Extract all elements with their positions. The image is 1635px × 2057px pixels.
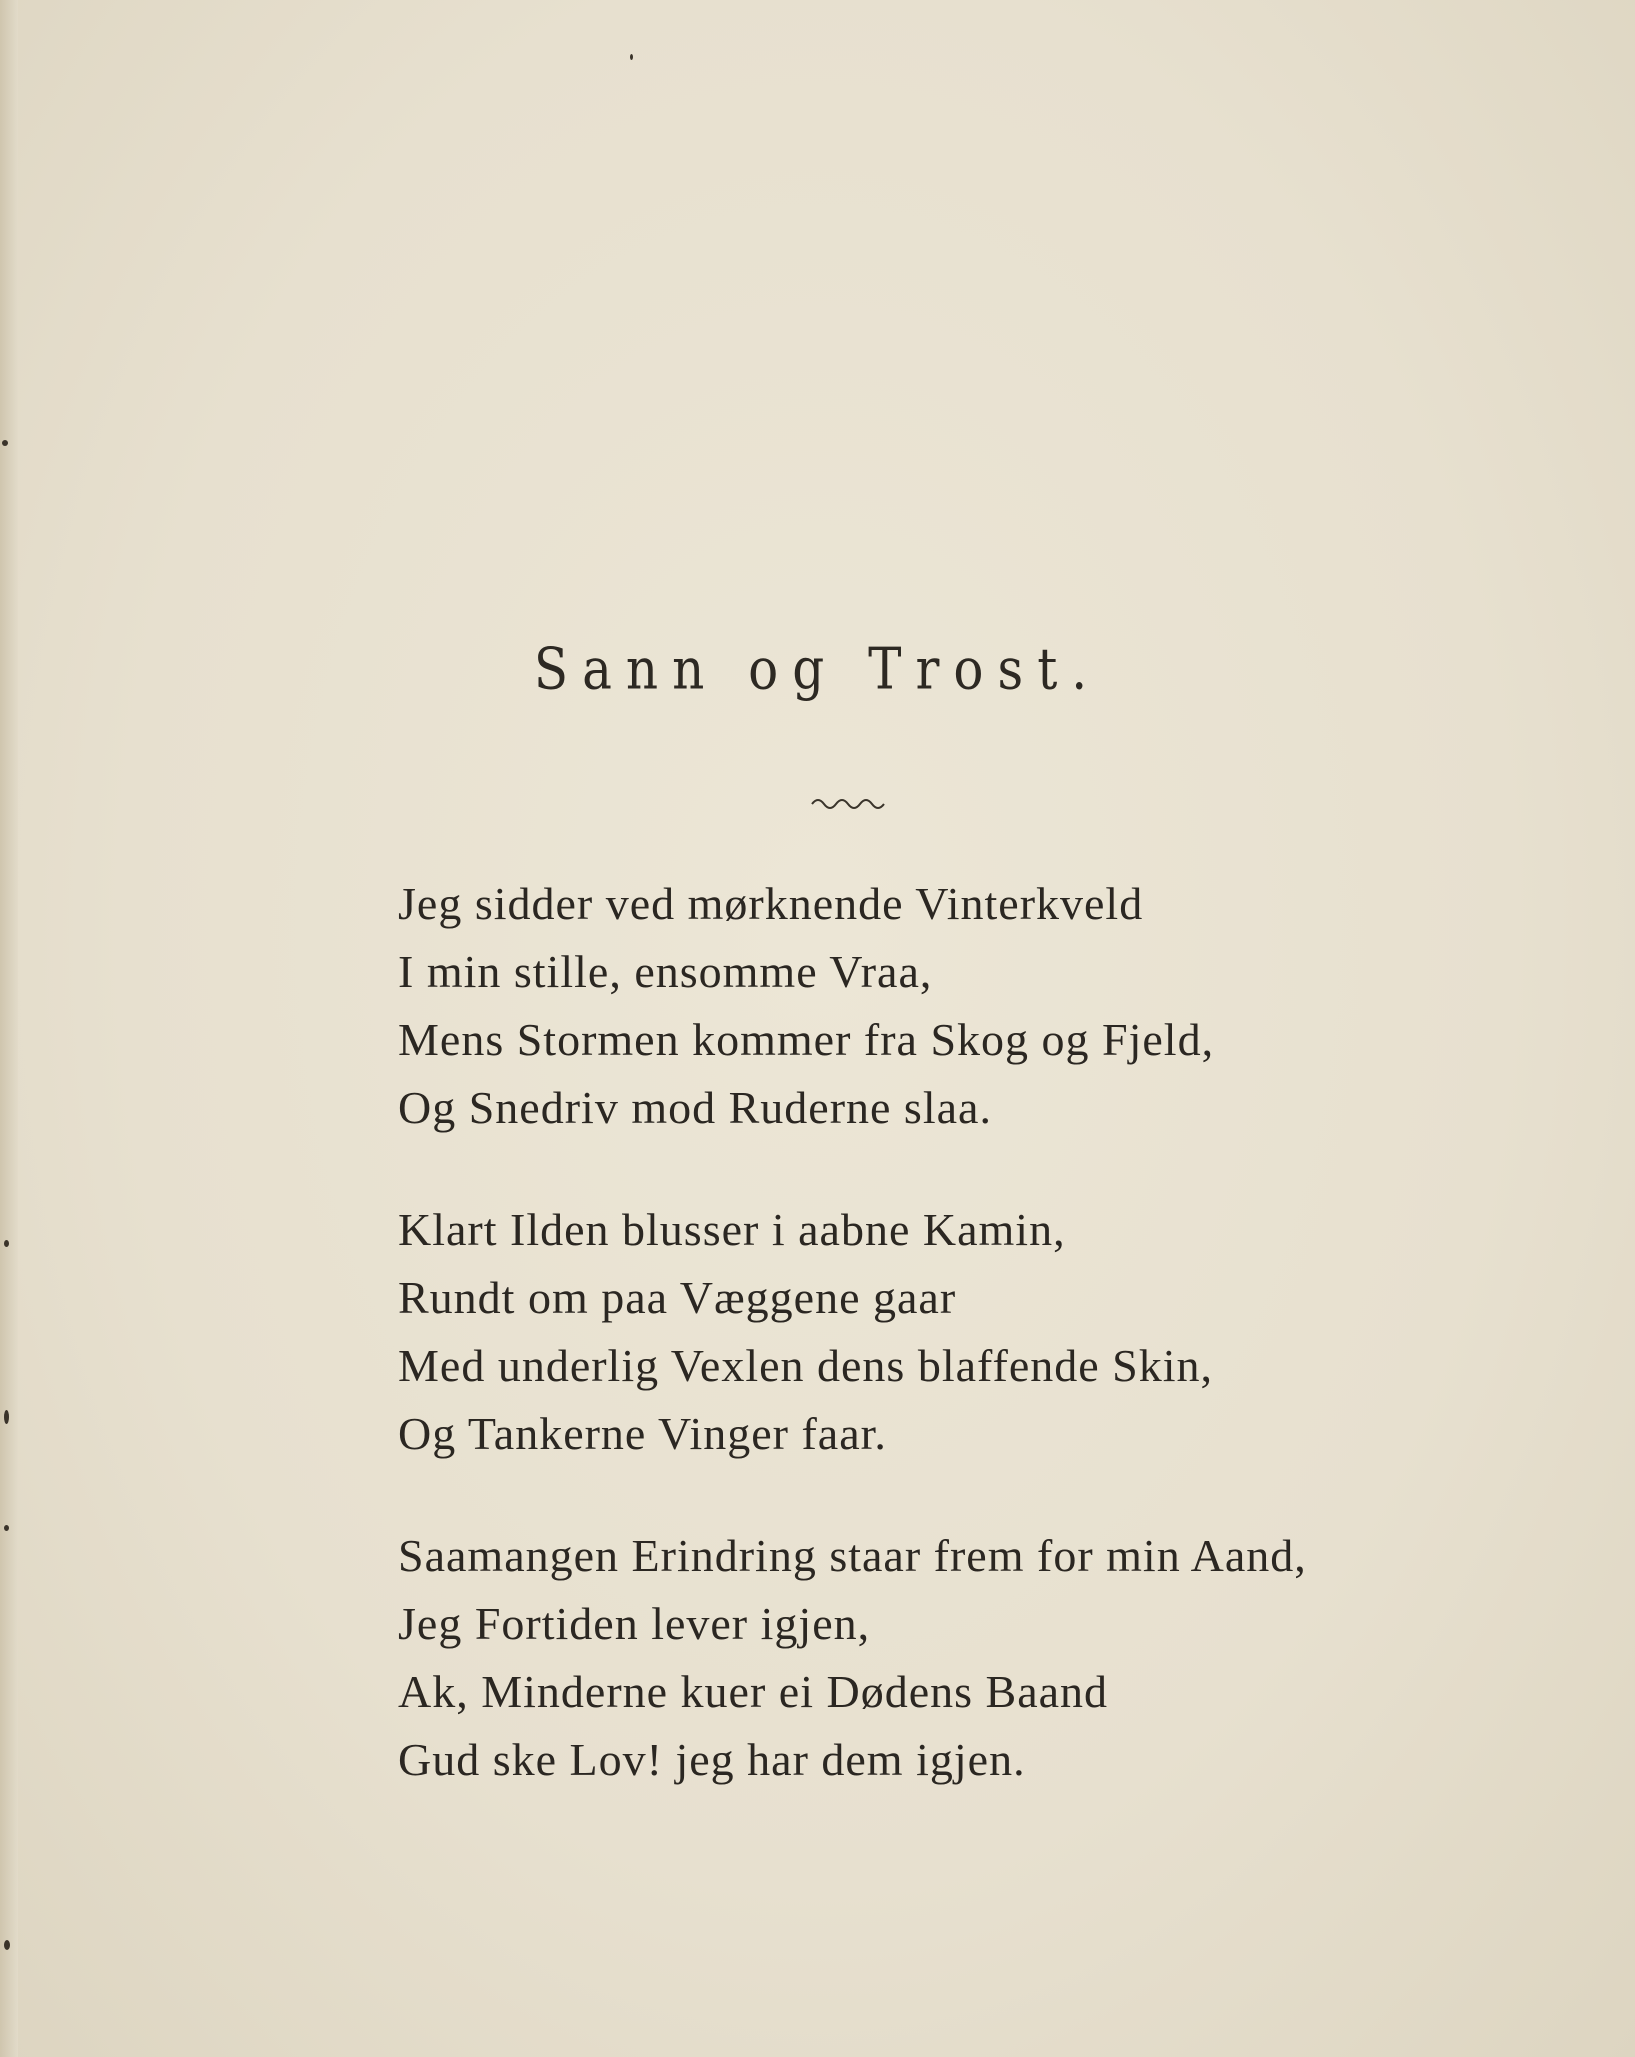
poem-line: Jeg sidder ved mørknende Vinterkveld [398,878,1144,929]
stanza [398,1196,1498,1468]
poem-line: Klart Ilden blusser i aabne Kamin, [398,1204,1066,1255]
ink-speck [4,1940,10,1950]
poem-body [398,870,1498,1848]
stanza [398,1522,1498,1794]
poem-line: Med underlig Vexlen dens blaffende Skin, [398,1340,1214,1391]
poem-line: Saamangen Erindring staar frem for min Aand, [398,1530,1307,1581]
poem-line: Gud ske Lov! jeg har dem igjen. [398,1734,1026,1785]
ink-speck [2,440,8,446]
poem-title: Sann og Trost. [533,635,1102,703]
poem-line: Ak, Minderne kuer ei Dødens Baand [398,1666,1109,1717]
ink-speck [4,1525,9,1531]
wave-ornament-icon [810,790,890,814]
poem-line: I min stille, ensomme Vraa, [398,946,933,997]
poem-line: Rundt om paa Væggene gaar [398,1272,957,1323]
page-gutter-edge [0,0,18,2057]
poem-line: Og Snedriv mod Ruderne slaa. [398,1082,992,1133]
ink-speck [4,1410,9,1424]
poem-line: Jeg Fortiden lever igjen, [398,1598,871,1649]
ink-speck [4,1240,9,1247]
stanza [398,870,1498,1142]
poem-line: Mens Stormen kommer fra Skog og Fjeld, [398,1014,1215,1065]
ink-speck [630,54,633,60]
poem-line: Og Tankerne Vinger faar. [398,1408,887,1459]
